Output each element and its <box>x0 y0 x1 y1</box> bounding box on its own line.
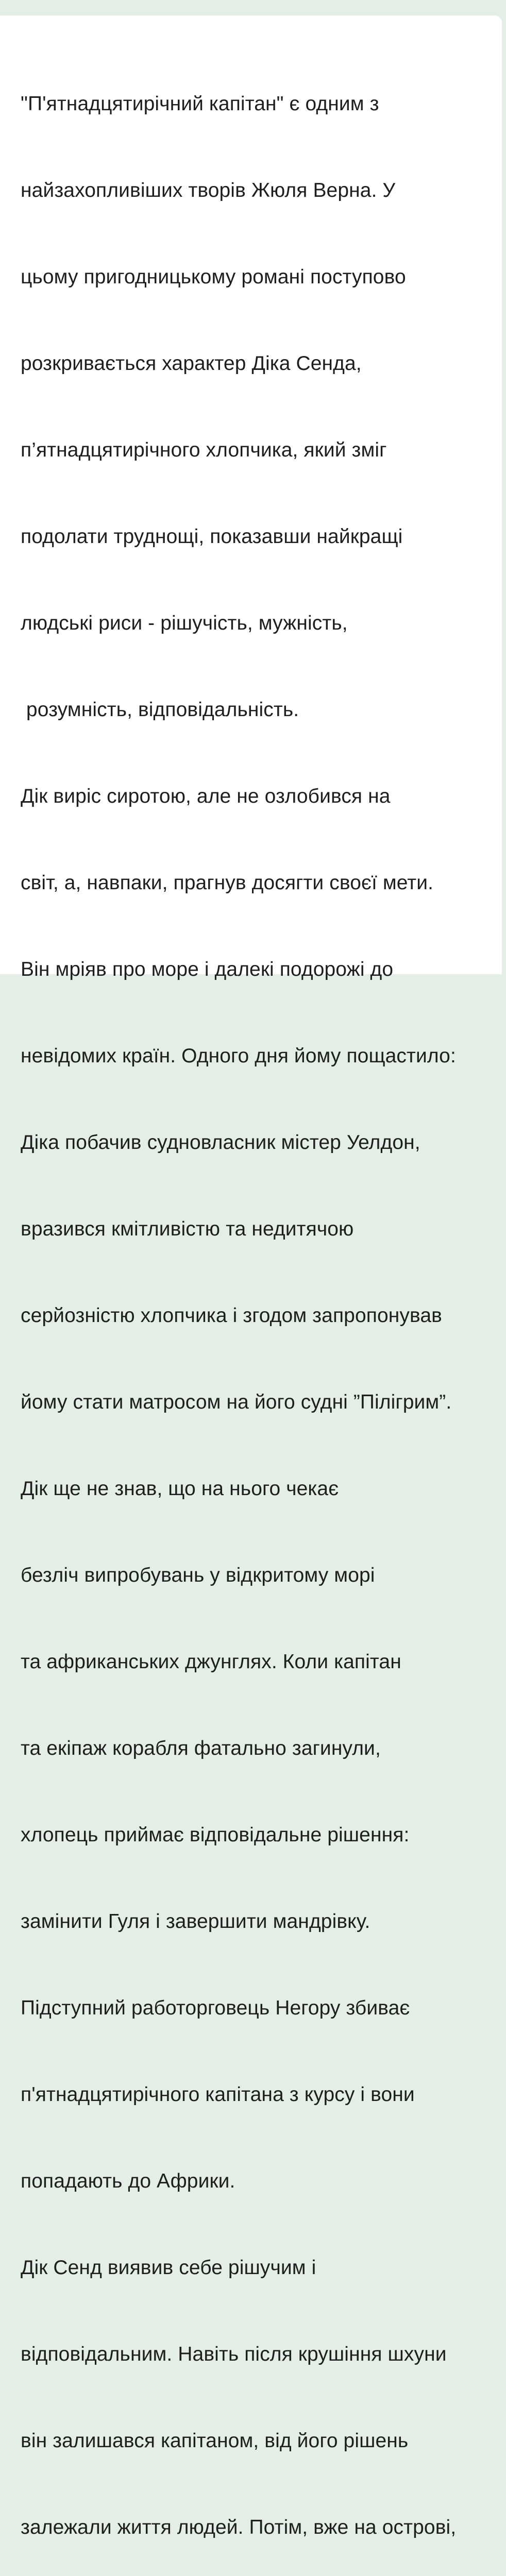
text-line: Діка побачив судновласник містер Уелдон, <box>21 1131 420 1154</box>
text-line: Дік ще не знав, що на нього чекає <box>21 1478 339 1500</box>
answer-card <box>0 15 502 2538</box>
text-line: та екіпаж корабля фатально загинули, <box>21 1737 381 1759</box>
text-line: хлопець приймає відповідальне рішення: <box>21 1824 410 1846</box>
text-line: невідомих країн. Одного дня йому пощастило: <box>21 1045 456 1067</box>
text-line: "П'ятнадцятирічний капітан" є одним з <box>21 93 379 115</box>
text-line: цьому пригодницькому романі поступово <box>21 266 406 288</box>
text-line: подолати труднощі, показавши найкращі <box>21 526 403 548</box>
text-line: йому стати матросом на його судні ”Пілігрим”. <box>21 1391 452 1413</box>
text-line: відповідальним. Навіть після крушіння шхуни <box>21 2343 447 2365</box>
text-line: розумність, відповідальність. <box>21 699 299 721</box>
text-line: п'ятнадцятирічного капітана з курсу і вони <box>21 2083 415 2106</box>
text-line: серйозністю хлопчика і згодом запропонував <box>21 1304 442 1327</box>
text-line: розкривається характер Діка Сенда, <box>21 352 362 375</box>
text-line: Підступний работорговець Негору збиває <box>21 1997 410 2019</box>
text-line: та африканських джунглях. Коли капітан <box>21 1651 401 1673</box>
top-background-strip <box>0 0 506 15</box>
text-line: замінити Гуля і завершити мандрівку. <box>21 1910 370 1933</box>
text-line: Дік виріс сиротою, але не озлобився на <box>21 785 391 807</box>
text-line: безліч випробувань у відкритому морі <box>21 1564 375 1586</box>
text-line: вразився кмітливістю та недитячою <box>21 1218 354 1240</box>
text-line: найзахопливіших творів Жюля Верна. У <box>21 179 396 201</box>
text-line: він залишався капітаном, від його рішень <box>21 2430 409 2452</box>
text-line: людські риси - рішучість, мужність, <box>21 612 348 634</box>
text-line: попадають до Африки. <box>21 2170 235 2192</box>
text-line: п’ятнадцятирічного хлопчика, який зміг <box>21 439 387 461</box>
text-line: залежали життя людей. Потім, вже на острові, <box>21 2516 457 2538</box>
text-line: Він мріяв про море і далекі подорожі до <box>21 958 394 980</box>
text-line: світ, а, навпаки, прагнув досягти своєї мети. <box>21 872 434 894</box>
answer-text <box>21 32 505 2576</box>
text-line: Дік Сенд виявив себе рішучим і <box>21 2257 316 2279</box>
